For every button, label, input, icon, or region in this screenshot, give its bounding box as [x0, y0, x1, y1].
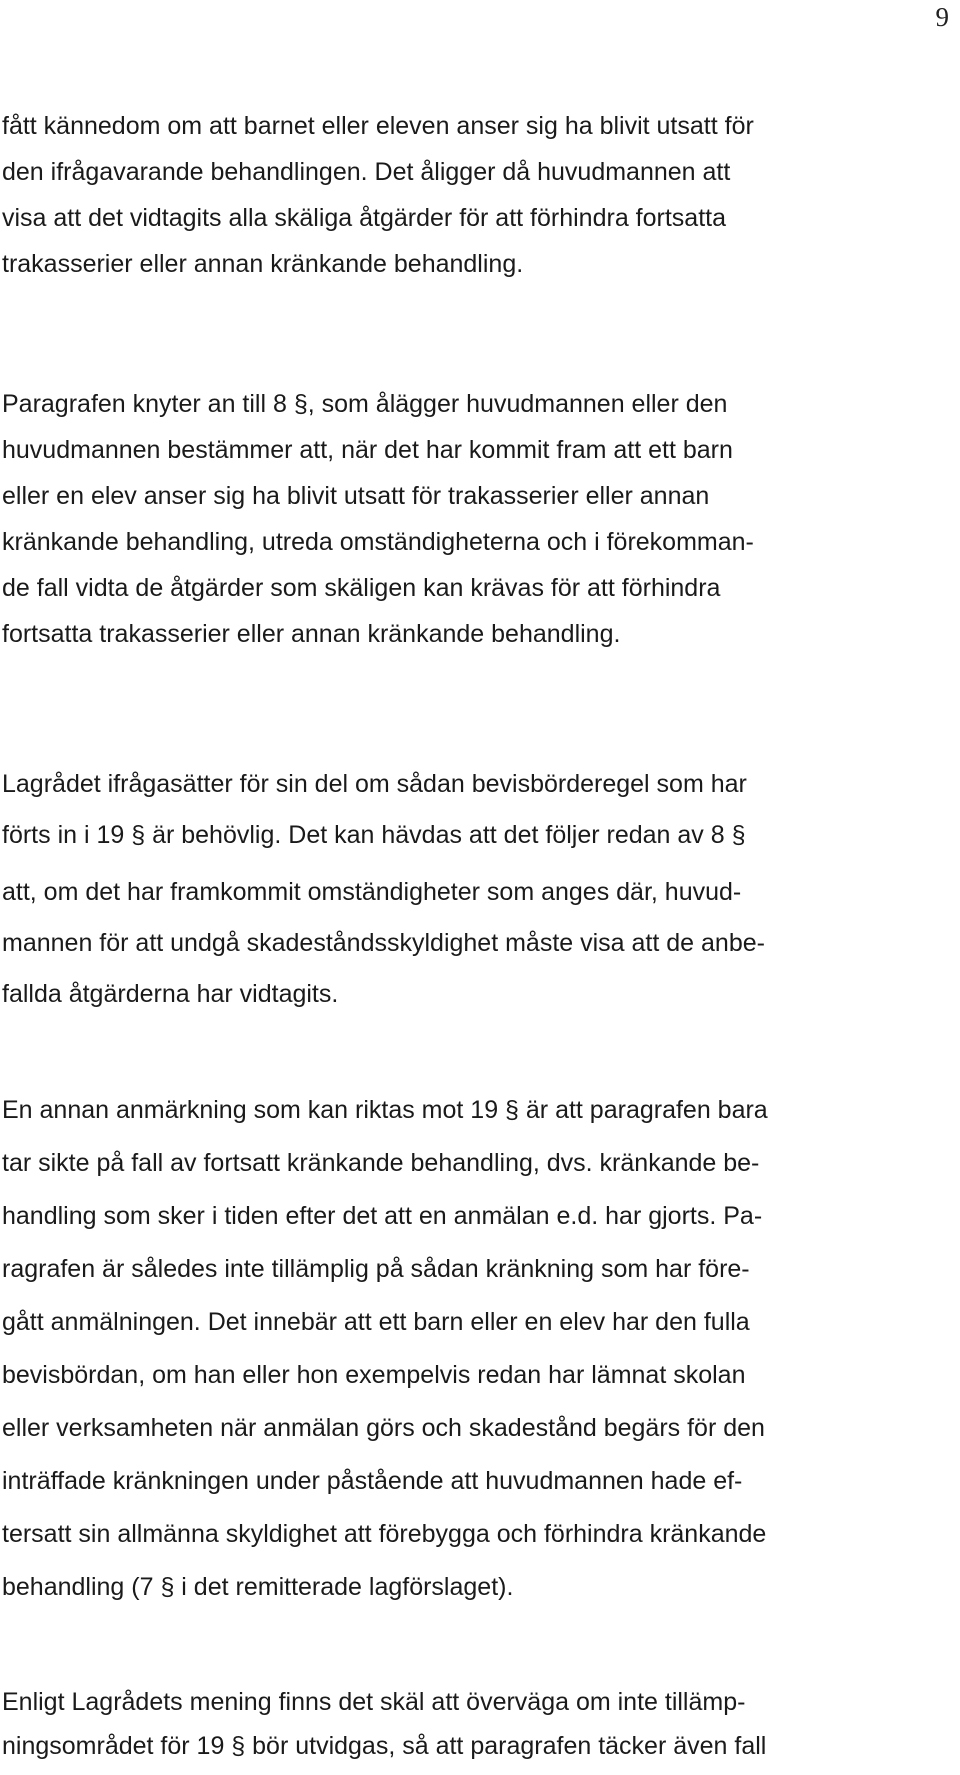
text-line: visa att det vidtagits alla skäliga åtgärder för att förhindra fortsatta	[2, 204, 726, 232]
text-line: trakasserier eller annan kränkande behandling.	[2, 250, 524, 278]
text-line: eller verksamheten när anmälan görs och skadestånd begärs för den	[2, 1414, 765, 1442]
text-line: En annan anmärkning som kan riktas mot 19 § är att paragrafen bara	[2, 1096, 768, 1124]
text-line: de fall vidta de åtgärder som skäligen kan krävas för att förhindra	[2, 574, 721, 602]
text-line: den ifrågavarande behandlingen. Det åligger då huvudmannen att	[2, 158, 731, 186]
text-line: handling som sker i tiden efter det att en anmälan e.d. har gjorts. Pa-	[2, 1202, 763, 1230]
text-line: Lagrådet ifrågasätter för sin del om sådan bevisbörderegel som har	[2, 770, 747, 798]
text-line: inträffade kränkningen under påstående att huvudmannen hade ef-	[2, 1467, 743, 1495]
text-line: Paragrafen knyter an till 8 §, som ålägger huvudmannen eller den	[2, 390, 728, 418]
text-line: kränkande behandling, utreda omständigheterna och i förekomman-	[2, 528, 754, 556]
text-line: eller en elev anser sig ha blivit utsatt för trakasserier eller annan	[2, 482, 710, 510]
text-line: att, om det har framkommit omständigheter som anges där, huvud-	[2, 878, 742, 906]
text-line: mannen för att undgå skadeståndsskyldighet måste visa att de anbe-	[2, 929, 765, 957]
page-number: 9	[935, 2, 949, 32]
text-line: gått anmälningen. Det innebär att ett barn eller en elev har den fulla	[2, 1308, 750, 1336]
text-line: ningsområdet för 19 § bör utvidgas, så att paragrafen täcker även fall	[2, 1732, 767, 1760]
text-line: fortsatta trakasserier eller annan kränkande behandling.	[2, 620, 621, 648]
text-line: Enligt Lagrådets mening finns det skäl att överväga om inte tillämp-	[2, 1688, 746, 1716]
text-line: tar sikte på fall av fortsatt kränkande behandling, dvs. kränkande be-	[2, 1149, 760, 1177]
text-line: huvudmannen bestämmer att, när det har kommit fram att ett barn	[2, 436, 733, 464]
text-line: behandling (7 § i det remitterade lagförslaget).	[2, 1573, 514, 1601]
text-line: fått kännedom om att barnet eller eleven anser sig ha blivit utsatt för	[2, 112, 754, 140]
text-line: tersatt sin allmänna skyldighet att förebygga och förhindra kränkande	[2, 1520, 767, 1548]
text-line: bevisbördan, om han eller hon exempelvis redan har lämnat skolan	[2, 1361, 746, 1389]
text-line: fallda åtgärderna har vidtagits.	[2, 980, 339, 1008]
text-line: förts in i 19 § är behövlig. Det kan hävdas att det följer redan av 8 §	[2, 821, 746, 849]
text-line: ragrafen är således inte tillämplig på sådan kränkning som har före-	[2, 1255, 750, 1283]
